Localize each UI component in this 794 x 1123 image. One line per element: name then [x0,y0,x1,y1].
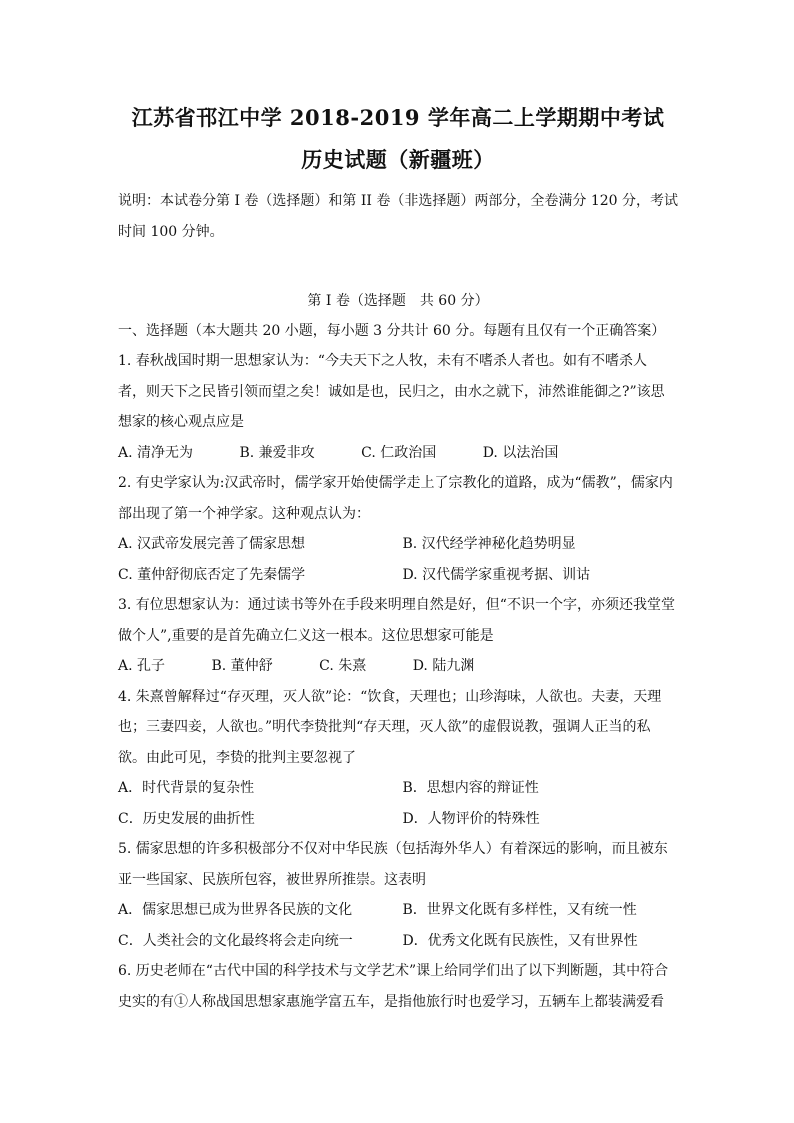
question-1-stem: 1. 春秋战国时期一思想家认为：“今夫天下之人牧，未有不嗜杀人者也。如有不嗜杀人 者，则天下之民皆引领而望之矣！诚如是也，民归之，由水之就下，沛然谁能御之?”该思想家的核心观点应是 [118,353,665,430]
question-2-option-c: C. 董仲舒彻底否定了先秦儒学 [118,566,306,583]
exam-subtitle: 历史试题（新疆班） [301,147,495,172]
question-5-option-b: B．世界文化既有多样性，又有统一性 [402,902,637,918]
question-1-option-c: C. 仁政治国 [361,444,437,461]
question-2-option-a: A. 汉武帝发展完善了儒家思想 [118,536,306,552]
exam-title: 江苏省邗江中学 2018-2019 学年高二上学期期中考试 [131,105,665,130]
question-4-option-c: C．历史发展的曲折性 [118,810,255,827]
question-4-option-b: B．思想内容的辩证性 [402,780,539,796]
question-3-options [118,651,678,682]
question-2-stem: 2. 有史学家认为:汉武帝时，儒学家开始使儒学走上了宗教化的道路，成为“儒教”，儒家内部出现了第一个神学家。这种观点认为： [118,475,673,522]
question-4-option-d: D．人物评价的特殊性 [402,810,540,827]
question-5-options-row-2 [118,926,678,957]
question-2-options-row-1 [118,529,678,560]
question-5-stem: 5. 儒家思想的许多积极部分不仅对中华民族（包括海外华人）有着深远的影响，而且被东亚一些国家、民族所包容，被世界所推崇。这表明 [118,841,668,888]
part-title: 一、选择题（本大题共 20 小题，每小题 3 分共计 60 分。每题有且仅有一个正确答案） [118,323,666,339]
question-1-option-a: A. 清净无为 [118,444,194,461]
question-4-option-a: A．时代背景的复杂性 [118,780,255,796]
exam-instructions: 说明：本试卷分第 I 卷（选择题）和第 II 卷（非选择题）两部分，全卷满分 120 分，考试时间 100 分钟。 [118,193,679,240]
exam-page [118,100,678,1017]
question-6-stem: 6. 历史老师在“古代中国的科学技术与文学艺术”课上给同学们出了以下判断题，其中符合史实的有①人称战国思想家惠施学富五车，是指他旅行时也爱学习，五辆车上都装满爱看 [118,963,669,1010]
question-4-stem: 4. 朱熹曾解释过“存灭理，灭人欲”论：“饮食，天理也；山珍海味，人欲也。夫妻，天理也；三妻四妾，人欲也。”明代李贽批判“存天理，灭人欲”的虚假说教，强调人正当的私欲。由此可见，李贽的批判主要忽视了 [118,688,662,766]
question-5-options-row-1 [118,895,678,926]
question-3-stem: 3. 有位思想家认为：通过读书等外在手段来明理自然是好，但“不识一个字，亦须还我堂堂做个人”,重要的是首先确立仁义这一根本。这位思想家可能是 [118,597,675,644]
question-2-option-b: B. 汉代经学神秘化趋势明显 [402,536,576,552]
question-2-option-d: D. 汉代儒学家重视考据、训诂 [402,566,591,583]
question-2-options-row-2 [118,560,678,591]
question-3-option-c: C. 朱熹 [319,658,367,674]
question-1-options [118,438,678,469]
question-3-option-b: B. 董仲舒 [211,658,273,674]
question-4-options-row-1 [118,773,678,804]
question-4-options-row-2 [118,804,678,835]
question-5-option-c: C．人类社会的文化最终将会走向统一 [118,932,353,949]
question-5-option-a: A．儒家思想已成为世界各民族的文化 [118,902,353,918]
question-1-option-d: D. 以法治国 [482,444,559,461]
question-3-option-a: A. 孔子 [118,658,166,674]
question-3-option-d: D. 陆九渊 [412,658,475,674]
question-1-option-b: B. 兼爱非攻 [239,444,315,461]
question-5-option-d: D．优秀文化既有民族性，又有世界性 [402,932,638,949]
section-title: 第 I 卷（选择题 共 60 分） [307,293,489,309]
